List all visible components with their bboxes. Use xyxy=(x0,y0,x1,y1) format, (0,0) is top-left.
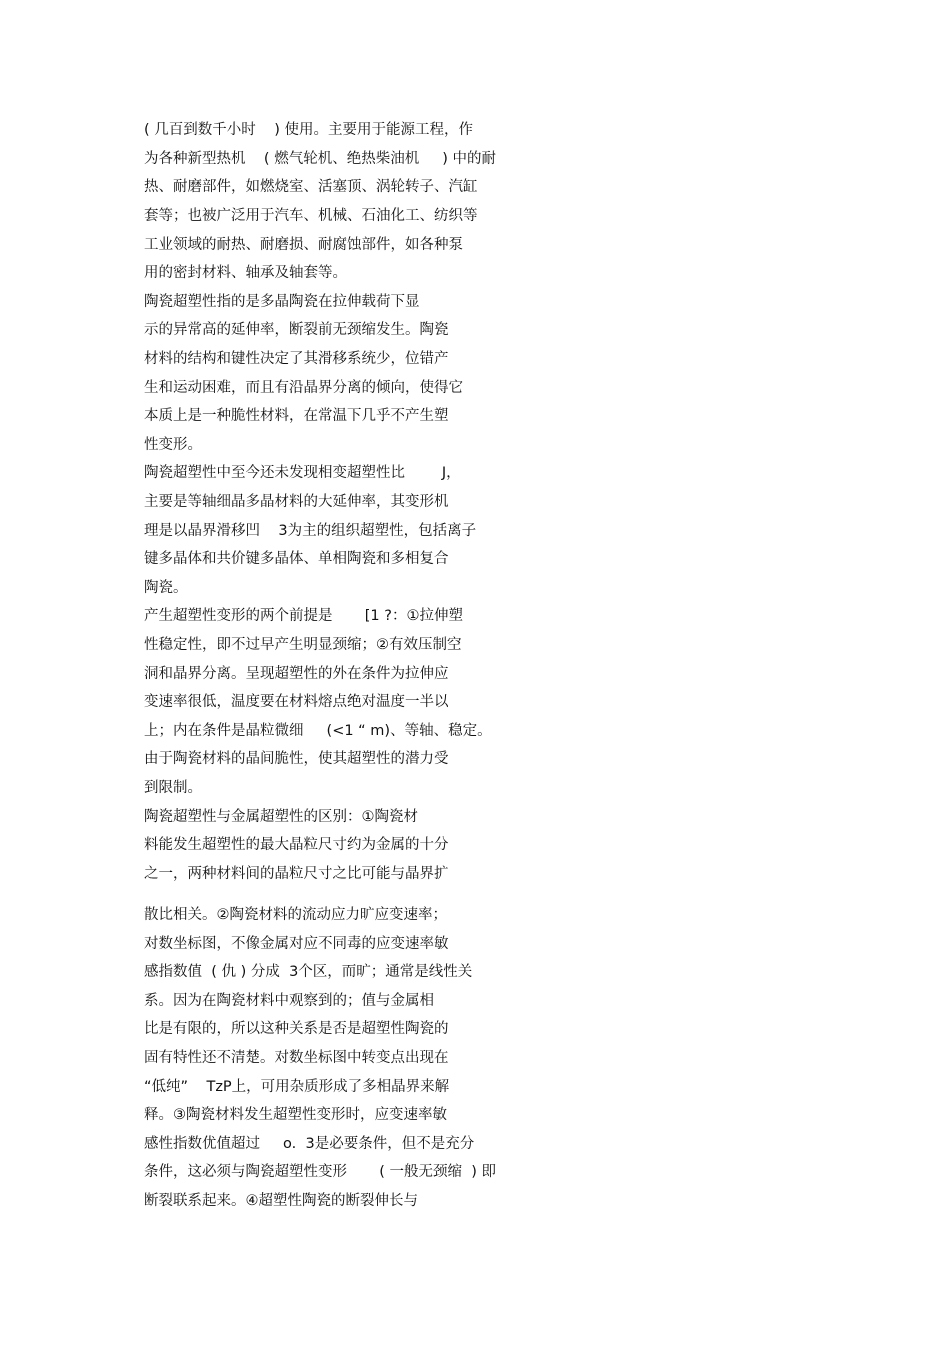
text-line: 套等；也被广泛用于汽车、机械、石油化工、纺织等 xyxy=(144,208,478,224)
text-line: 比是有限的，所以这种关系是否是超塑性陶瓷的 xyxy=(144,1021,449,1037)
text-line: ( 几百到数千小时 ) 使用。主要用于能源工程，作 xyxy=(144,122,473,138)
text-line: 为各种新型热机 ( 燃气轮机、绝热柴油机 ) 中的耐 xyxy=(144,151,497,167)
text-line: 上；内在条件是晶粒微细 (<1 “ m)、等轴、稳定。 xyxy=(144,723,492,739)
text-line: 理是以晶界滑移凹 3为主的组织超塑性，包括离子 xyxy=(144,523,477,539)
text-line: 断裂联系起来。④超塑性陶瓷的断裂伸长与 xyxy=(144,1193,418,1209)
text-line: 键多晶体和共价键多晶体、单相陶瓷和多相复合 xyxy=(144,551,449,567)
text-line: 系。因为在陶瓷材料中观察到的；值与金属相 xyxy=(144,993,434,1009)
text-line: “低纯” TzP上，可用杂质形成了多相晶界来解 xyxy=(144,1079,450,1095)
text-line: 变速率很低，温度要在材料熔点绝对温度一半以 xyxy=(144,694,449,710)
text-line: 洞和晶界分离。呈现超塑性的外在条件为拉伸应 xyxy=(144,666,449,682)
text-line: 感性指数优值超过 o. 3是必要条件，但不是充分 xyxy=(144,1136,475,1152)
text-line: 材料的结构和键性决定了其滑移系统少，位错产 xyxy=(144,351,449,367)
text-line: 陶瓷。 xyxy=(144,580,188,596)
text-line: 陶瓷超塑性指的是多晶陶瓷在拉伸载荷下显 xyxy=(144,294,420,310)
text-line: 之一，两种材料间的晶粒尺寸之比可能与晶界扩 xyxy=(144,866,449,882)
text-line: 固有特性还不清楚。对数坐标图中转变点出现在 xyxy=(144,1050,449,1066)
text-line: 本质上是一种脆性材料，在常温下几乎不产生塑 xyxy=(144,408,449,424)
text-line: 散比相关。②陶瓷材料的流动应力旷应变速率； xyxy=(144,907,447,923)
text-line: 工业领域的耐热、耐磨损、耐腐蚀部件，如各种泵 xyxy=(144,237,463,253)
text-line: 示的异常高的延伸率，断裂前无颈缩发生。陶瓷 xyxy=(144,322,449,338)
text-line: 感指数值 ( 仇 ) 分成 3个区，而旷；通常是线性关 xyxy=(144,964,473,980)
text-line: 生和运动困难，而且有沿晶界分离的倾向，使得它 xyxy=(144,380,463,396)
text-line: 性变形。 xyxy=(144,437,202,453)
text-line: 性稳定性，即不过早产生明显颈缩；②有效压制空 xyxy=(144,637,462,653)
text-line: 产生超塑性变形的两个前提是 [1 ?：①拉伸塑 xyxy=(144,608,463,624)
text-line: 料能发生超塑性的最大晶粒尺寸约为金属的十分 xyxy=(144,837,449,853)
text-line: 条件，这必须与陶瓷超塑性变形 ( 一般无颈缩 ) 即 xyxy=(144,1164,497,1180)
text-line: 陶瓷超塑性与金属超塑性的区别：①陶瓷材 xyxy=(144,809,418,825)
text-line: 对数坐标图，不像金属对应不同毒的应变速率敏 xyxy=(144,936,449,952)
text-line: 到限制。 xyxy=(144,780,202,796)
text-line: 释。③陶瓷材料发生超塑性变形时，应变速率敏 xyxy=(144,1107,447,1123)
text-line: 热、耐磨部件，如燃烧室、活塞顶、涡轮转子、汽缸 xyxy=(144,179,478,195)
text-line: 由于陶瓷材料的晶间脆性，使其超塑性的潜力受 xyxy=(144,751,449,767)
text-line: 主要是等轴细晶多晶材料的大延伸率，其变形机 xyxy=(144,494,449,510)
text-line: 用的密封材料、轴承及轴套等。 xyxy=(144,265,347,281)
text-line: 陶瓷超塑性中至今还未发现相变超塑性比 J， xyxy=(144,465,461,481)
